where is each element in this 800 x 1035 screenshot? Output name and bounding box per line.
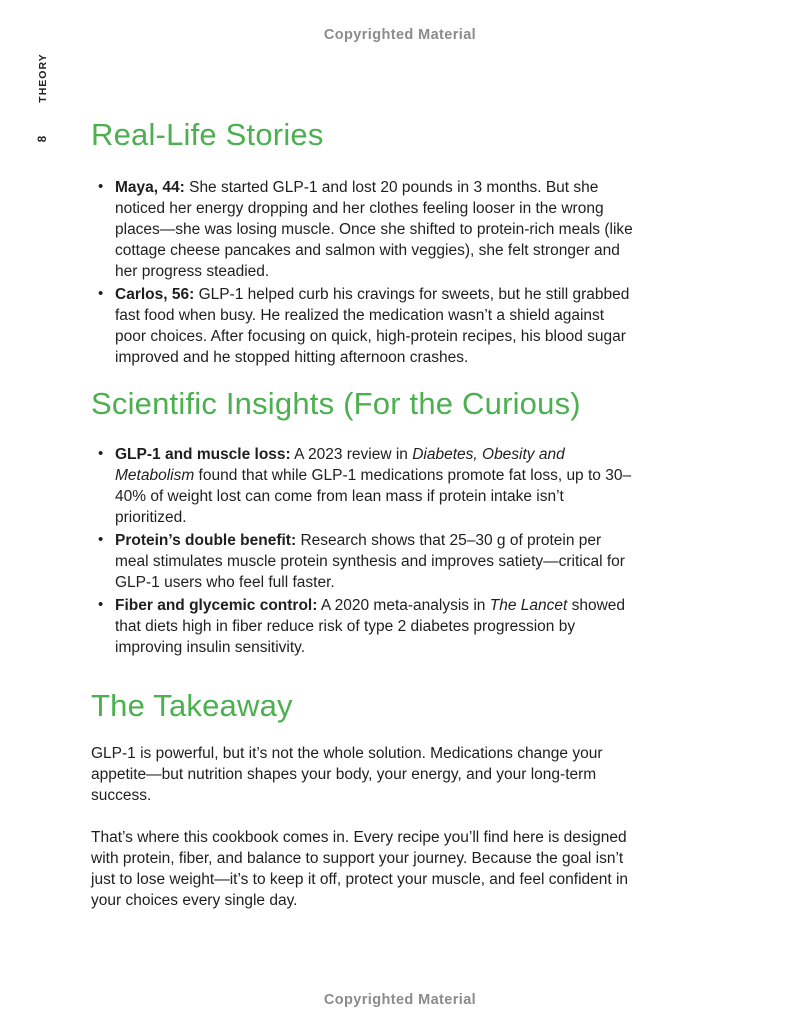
scientific-insights-list [115,444,637,658]
list-item-carlos [115,284,637,368]
section-heading-real-life-stories: Real-Life Stories [91,117,324,152]
section-heading-takeaway: The Takeaway [91,688,293,723]
takeaway-paragraph: That’s where this cookbook comes in. Every recipe you’ll find here is designed with protein, fiber, and balance to support your journey. Because the goal isn’t just to lose weight—it’s to keep it off, protect your muscle, and feel confident in your choices every single day. [91,829,629,909]
bullet-text: A 2023 review in [290,446,413,463]
bullet-lead: GLP-1 and muscle loss: [115,446,291,463]
bullet-text: showed that diets high in fiber reduce risk of type 2 diabetes progression by improving insulin sensitivity. [115,597,626,656]
copyright-notice-top: Copyrighted Material [323,27,477,43]
bullet-text: GLP-1 helped curb his cravings for sweets, but he still grabbed fast food when busy. He realized the medication wasn’t a shield against poor choices. After focusing on quick, high-protein recipes, his blood sugar improved and he stopped hitting afternoon crashes. [115,286,630,366]
real-life-stories-list [115,177,637,368]
page-content [91,0,637,911]
takeaway-paragraph: GLP-1 is powerful, but it’s not the whole solution. Medications change your appetite—but nutrition shapes your body, your energy, and your long-term success. [91,745,603,804]
list-item-muscle-loss [115,444,637,528]
list-item-protein-benefit [115,530,637,593]
chapter-section-label: THEORY [37,53,49,103]
bullet-text: She started GLP-1 and lost 20 pounds in 3 months. But she noticed her energy dropping and her clothes feeling looser in the wrong places—she was losing muscle. Once she shifted to protein-rich meals (like cottage cheese pancakes and salmon with veggies), she felt stronger and her progress steadied. [115,179,633,280]
page-number: 8 [37,135,49,143]
bullet-text: A 2020 meta-analysis in [317,597,490,614]
list-item-fiber-control [115,595,637,658]
bullet-lead: Maya, 44: [115,179,185,196]
journal-title: Diabetes, Obesity and Metabolism [115,446,565,484]
bullet-lead: Carlos, 56: [115,286,195,303]
journal-title: The Lancet [489,597,568,614]
section-heading-scientific-insights: Scientific Insights (For the Curious) [91,386,581,421]
bullet-lead: Protein’s double benefit: [115,532,297,549]
bullet-text: found that while GLP-1 medications promote fat loss, up to 30–40% of weight lost can come from lean mass if protein intake isn’t prioritized. [115,467,632,526]
bullet-text: Research shows that 25–30 g of protein per meal stimulates muscle protein synthesis and improves satiety—critical for GLP-1 users who feel full faster. [115,532,625,591]
list-item-maya [115,177,637,282]
copyright-notice-bottom: Copyrighted Material [323,992,477,1008]
bullet-lead: Fiber and glycemic control: [115,597,318,614]
